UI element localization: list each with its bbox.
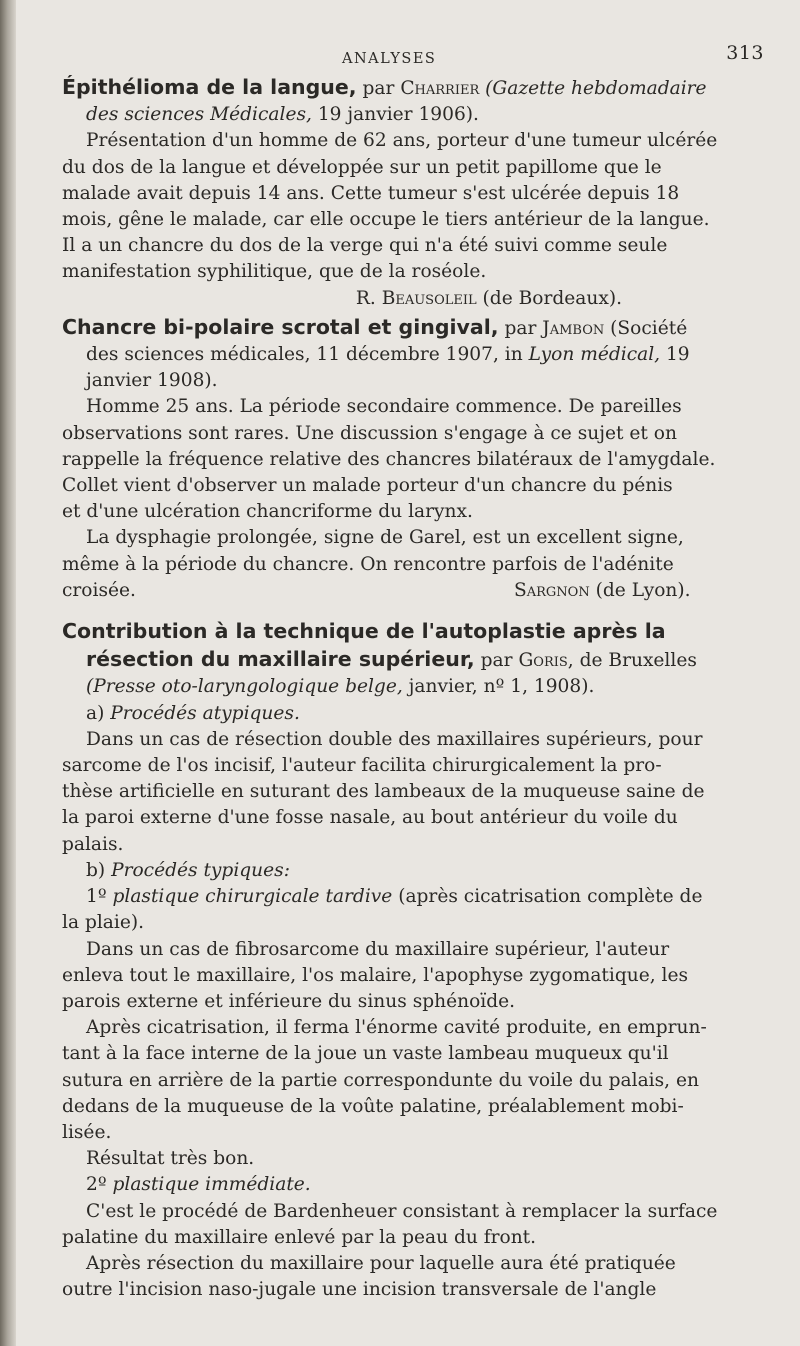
body-line: enleva tout le maxillaire, l'os malaire, l'apophyse zygomatique, les	[62, 964, 689, 986]
reviewer-signature: Sargnon (de Lyon).	[514, 579, 691, 601]
body-line: palatine du maxillaire enlevé par la peau du front.	[62, 1226, 537, 1248]
article-heading-cont: résection du maxillaire supérieur, par Goris, de Bruxelles	[86, 647, 697, 672]
section-heading: a) Procédés atypiques.	[86, 702, 300, 724]
article-heading: Chancre bi-polaire scrotal et gingival, par Jambon (Société	[62, 314, 688, 339]
body-line: même à la période du chancre. On rencontre parfois de l'adénite	[62, 553, 674, 575]
body-line: dedans de la muqueuse de la voûte palatine, préalablement mobi-	[62, 1095, 684, 1117]
body-line: sutura en arrière de la partie correspondunte du voile du palais, en	[62, 1069, 699, 1091]
article-heading: Épithélioma de la langue, par Charrier (Gazette hebdomadaire	[62, 75, 707, 99]
article-chancre	[62, 314, 762, 604]
body-line: outre l'incision naso-jugale une incision transversale de l'angle	[62, 1279, 657, 1301]
body-line: lisée.	[62, 1121, 112, 1143]
body-line: mois, gêne le malade, car elle occupe le tiers antérieur de la langue.	[62, 209, 710, 231]
running-head	[62, 30, 762, 74]
page-number: 313	[726, 42, 764, 64]
running-title: ANALYSES	[342, 51, 437, 67]
reviewer-signature: R. Beausoleil (de Bordeaux).	[355, 287, 622, 309]
article-title: Contribution à la technique de l'autoplastie après la	[62, 619, 666, 644]
body-line: Dans un cas de résection double des maxillaires supérieurs, pour	[86, 728, 703, 750]
body-line: Présentation d'un homme de 62 ans, porteur d'une tumeur ulcérée	[86, 130, 718, 152]
book-binding-edge	[0, 0, 16, 1346]
article-autoplastie	[62, 618, 762, 1303]
article-title: Chancre bi-polaire scrotal et gingival,	[62, 314, 499, 339]
body-line: Homme 25 ans. La période secondaire commence. De pareilles	[86, 396, 682, 418]
article-author: Goris	[518, 650, 568, 672]
body-line: C'est le procédé de Bardenheuer consistant à remplacer la surface	[86, 1200, 718, 1222]
article-heading	[62, 618, 762, 646]
article-source-line: des sciences Médicales, 19 janvier 1906).	[86, 104, 479, 126]
body-line: Résultat très bon.	[86, 1148, 255, 1170]
body-line: Après cicatrisation, il ferma l'énorme cavité produite, en emprun-	[86, 1017, 707, 1039]
article-source-line: janvier 1908).	[86, 370, 218, 392]
body-line: Il a un chancre du dos de la verge qui n'a été suivi comme seule	[62, 235, 668, 257]
body-line: Après résection du maxillaire pour laquelle aura été pratiquée	[86, 1252, 676, 1274]
body-line: palais.	[62, 833, 124, 855]
body-line: thèse artificielle en suturant des lambeaux de la muqueuse saine de	[62, 781, 705, 803]
article-source-line: (Presse oto-laryngologique belge, janvier, nº 1, 1908).	[86, 676, 595, 698]
body-line: observations sont rares. Une discussion s'engage à ce sujet et on	[62, 422, 677, 444]
body-line: la plaie).	[62, 912, 144, 934]
body-line: Dans un cas de fibrosarcome du maxillaire supérieur, l'auteur	[86, 938, 670, 960]
article-author: Charrier	[400, 78, 480, 99]
body-line: Collet vient d'observer un malade porteur d'un chancre du pénis	[62, 475, 673, 497]
body-line: et d'une ulcération chancriforme du larynx.	[62, 501, 473, 523]
body-line: rappelle la fréquence relative des chancres bilatéraux de l'amygdale.	[62, 448, 716, 470]
body-line: manifestation syphilitique, que de la roséole.	[62, 261, 487, 283]
subsection-heading: 2º plastique immédiate.	[86, 1174, 311, 1196]
body-line: sarcome de l'os incisif, l'auteur facilita chirurgicalement la pro-	[62, 755, 662, 777]
body-line: la paroi externe d'une fosse nasale, au bout antérieur du voile du	[62, 807, 678, 829]
body-line-with-signature: croisée. Sargnon (de Lyon).	[62, 578, 762, 604]
article-author: Jambon	[542, 317, 605, 339]
subsection-heading: 1º plastique chirurgicale tardive (après cicatrisation complète de	[86, 886, 703, 908]
body-line: La dysphagie prolongée, signe de Garel, est un excellent signe,	[86, 527, 684, 549]
article-source-line: des sciences médicales, 11 décembre 1907, in Lyon médical, 19	[86, 344, 690, 366]
body-line: tant à la face interne de la joue un vaste lambeau muqueux qu'il	[62, 1043, 669, 1065]
page	[62, 30, 762, 1305]
body-line: malade avait depuis 14 ans. Cette tumeur s'est ulcérée depuis 18	[62, 182, 680, 204]
body-line: du dos de la langue et développée sur un petit papillome que le	[62, 156, 662, 178]
article-title: Épithélioma de la langue,	[62, 75, 357, 99]
article-epithelioma	[62, 74, 762, 312]
section-heading: b) Procédés typiques:	[86, 859, 290, 881]
article-source: (Gazette hebdomadaire	[479, 78, 707, 99]
body-line: parois externe et inférieure du sinus sphénoïde.	[62, 990, 516, 1012]
